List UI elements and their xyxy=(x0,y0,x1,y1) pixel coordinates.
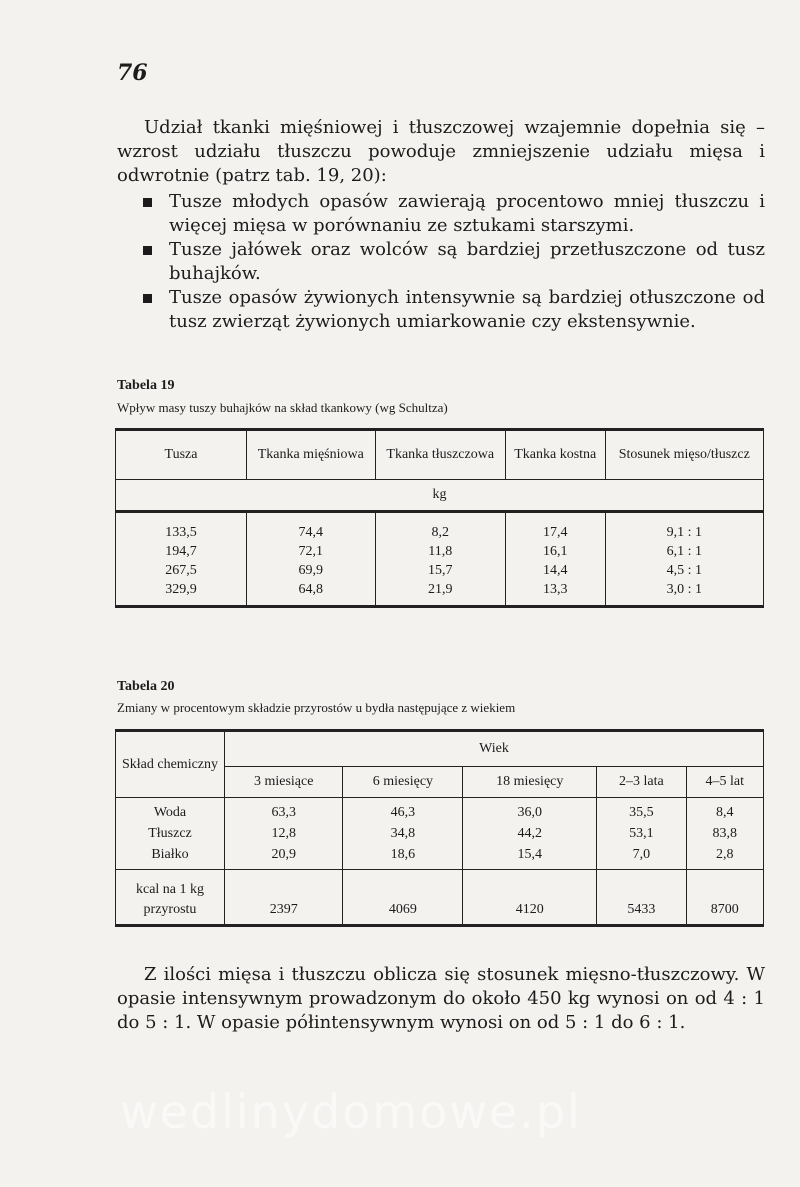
table20-title: Tabela 20 xyxy=(117,679,175,694)
table-cell: 8,4 xyxy=(716,805,734,820)
table-cell: 17,4 xyxy=(542,525,568,540)
table-cell: 18,6 xyxy=(390,847,416,862)
table20-row-labels xyxy=(116,798,225,870)
table-cell: 63,3 xyxy=(271,805,296,820)
square-bullet-icon xyxy=(143,198,152,207)
table20-header-age: 18 miesięcy xyxy=(463,767,597,798)
table20-col xyxy=(597,798,687,870)
table-cell: 9,1 : 1 xyxy=(666,525,702,540)
table-cell: 11,8 xyxy=(428,544,453,559)
table-cell: 8700 xyxy=(686,870,763,926)
table19-unit: kg xyxy=(116,480,764,512)
table-row-label: Woda xyxy=(153,805,187,820)
table-row-label: Tłuszcz xyxy=(148,826,192,841)
table-cell: 15,7 xyxy=(427,563,453,578)
table-cell: 14,4 xyxy=(542,563,568,578)
table19-col-kostna xyxy=(505,512,605,607)
table-cell: 7,0 xyxy=(632,847,651,862)
table20-col xyxy=(463,798,597,870)
table-cell: 20,9 xyxy=(271,847,296,862)
table-cell: 329,9 xyxy=(165,582,197,597)
table-cell: 267,5 xyxy=(165,563,197,578)
table19-header-tluszczowa: Tkanka tłuszczowa xyxy=(375,430,505,480)
table-cell: 34,8 xyxy=(390,826,416,841)
table20-caption: Zmiany w procentowym składzie przyrostów u bydła następujące z wiekiem xyxy=(117,700,516,715)
page-number: 76 xyxy=(117,60,148,86)
table19-header-stosunek: Stosunek mięso/tłuszcz xyxy=(605,430,763,480)
table20-header-sklad: Skład chemiczny xyxy=(116,731,225,798)
table20-header-wiek: Wiek xyxy=(225,731,764,767)
bullet-text: Tusze jałówek oraz wolców są bardziej przetłuszczone od tusz buhajków. xyxy=(169,239,765,284)
table19-header-miesniowa: Tkanka mięśniowa xyxy=(247,430,376,480)
table-cell: 4120 xyxy=(463,870,597,926)
table20-header-age: 2–3 lata xyxy=(597,767,687,798)
table-cell: 194,7 xyxy=(165,544,197,559)
list-item xyxy=(117,190,765,238)
table-cell: 69,9 xyxy=(298,563,324,578)
table-cell: 4069 xyxy=(343,870,463,926)
table19-col-miesniowa xyxy=(247,512,376,607)
table19-header-kostna: Tkanka kostna xyxy=(505,430,605,480)
table-cell: 44,2 xyxy=(517,826,542,841)
table-row-label: Białko xyxy=(151,847,189,862)
table-cell: 16,1 xyxy=(542,544,568,559)
list-item xyxy=(117,238,765,286)
conclusion-paragraph: Z ilości mięsa i tłuszczu oblicza się stosunek mięsno-tłuszczowy. W opasie intensywnym prowadzonym do około 450 kg wynosi on od 4 : 1 do 5 : 1. W opasie półintensywnym wynosi on od 5 : 1 do 6 : 1. xyxy=(117,964,765,1033)
intro-paragraph: Udział tkanki mięśniowej i tłuszczowej wzajemnie dopełnia się – wzrost udziału tłuszczu powoduje zmniejszenie udziału mięsa i odwrotnie (patrz tab. 19, 20): xyxy=(117,117,765,186)
table-cell: 64,8 xyxy=(298,582,324,597)
table-cell: 2397 xyxy=(225,870,343,926)
table20-kcal-label: kcal na 1 kg przyrostu xyxy=(116,870,225,926)
table-cell: 3,0 : 1 xyxy=(666,582,702,597)
bullet-list xyxy=(117,190,765,334)
bullet-text: Tusze młodych opasów zawierają procentowo mniej tłuszczu i więcej mięsa w porównaniu ze sztukami starszymi. xyxy=(169,191,765,236)
table20 xyxy=(115,729,764,927)
table-cell: 15,4 xyxy=(517,847,542,862)
table-cell: 12,8 xyxy=(271,826,296,841)
table-cell: 5433 xyxy=(597,870,687,926)
table19-title: Tabela 19 xyxy=(117,378,175,393)
table-cell: 4,5 : 1 xyxy=(666,563,702,578)
table-cell: 21,9 xyxy=(427,582,453,597)
table19-header-tusza: Tusza xyxy=(116,430,247,480)
square-bullet-icon xyxy=(143,294,152,303)
table19-col-tluszczowa xyxy=(375,512,505,607)
table20-col xyxy=(225,798,343,870)
table-cell: 46,3 xyxy=(390,805,416,820)
table20-col xyxy=(343,798,463,870)
table19 xyxy=(115,428,764,608)
table-cell: 35,5 xyxy=(629,805,654,820)
table-cell: 72,1 xyxy=(298,544,324,559)
table20-header-age: 6 miesięcy xyxy=(343,767,463,798)
square-bullet-icon xyxy=(143,246,152,255)
bullet-text: Tusze opasów żywionych intensywnie są bardziej otłuszczone od tusz zwierząt żywionych umiarkowanie czy ekstensywnie. xyxy=(169,287,765,332)
table-cell: 13,3 xyxy=(542,582,568,597)
table20-header-age: 3 miesiące xyxy=(225,767,343,798)
table-cell: 74,4 xyxy=(298,525,324,540)
list-item xyxy=(117,286,765,334)
watermark: wedlinydomowe.pl xyxy=(120,1085,582,1139)
table19-col-stosunek xyxy=(605,512,763,607)
table-cell: 6,1 : 1 xyxy=(666,544,702,559)
table-cell: 36,0 xyxy=(517,805,542,820)
table19-caption: Wpływ masy tuszy buhajków na skład tkankowy (wg Schultza) xyxy=(117,400,448,415)
table20-header-age: 4–5 lat xyxy=(686,767,763,798)
table-cell: 133,5 xyxy=(165,525,197,540)
table20-col xyxy=(686,798,763,870)
table-cell: 8,2 xyxy=(431,525,449,540)
table19-col-tusza xyxy=(116,512,247,607)
table-cell: 53,1 xyxy=(629,826,654,841)
table-cell: 83,8 xyxy=(712,826,738,841)
table-cell: 2,8 xyxy=(716,847,734,862)
